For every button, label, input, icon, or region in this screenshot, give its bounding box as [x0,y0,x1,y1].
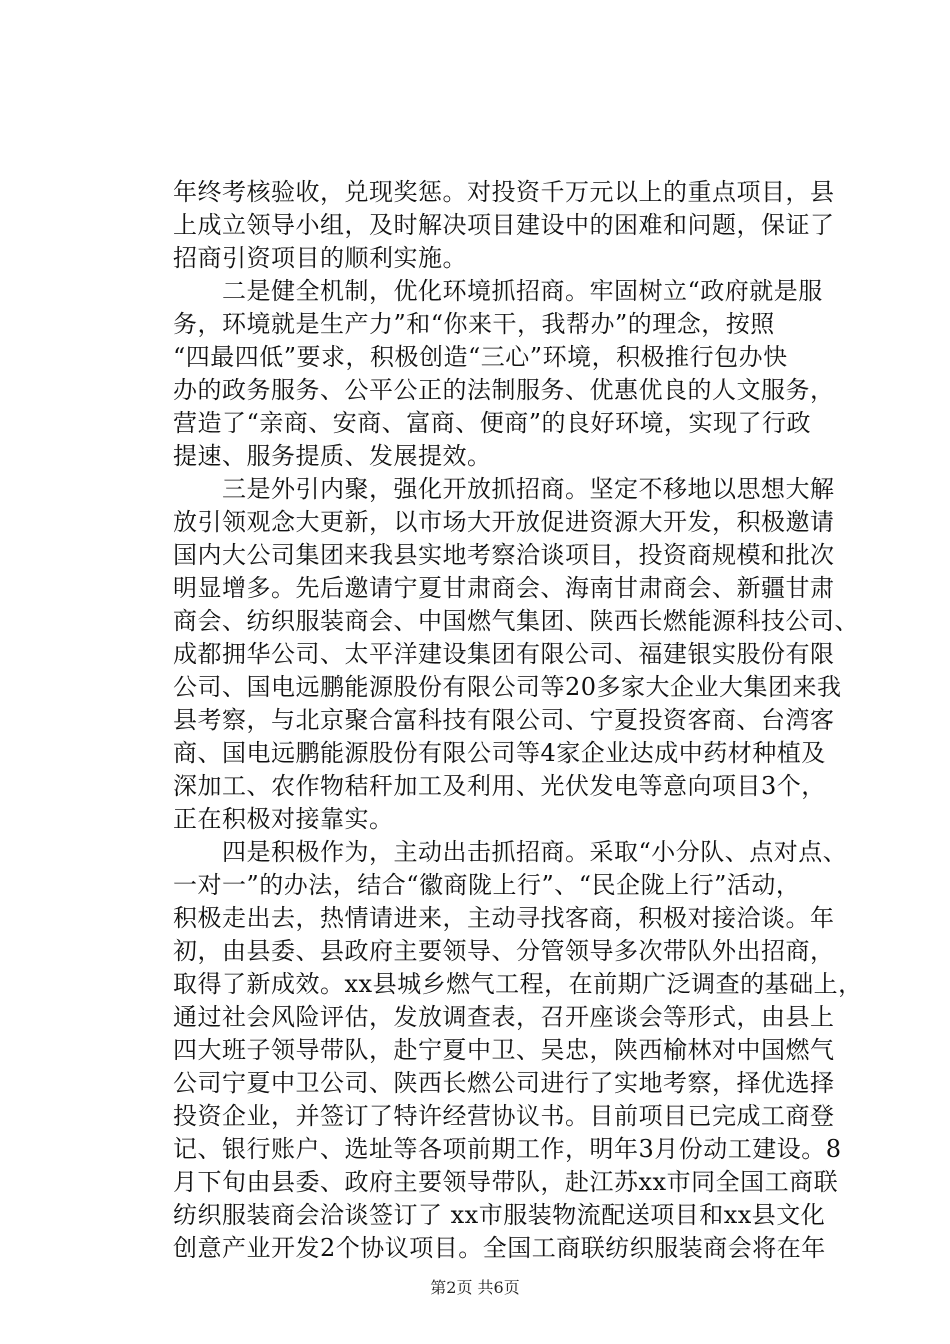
text-line: 四大班子领导带队，赴宁夏中卫、吴忠，陕西榆林对中国燃气 [173,1036,835,1064]
text-line: 通过社会风险评估，发放调查表，召开座谈会等形式，由县上 [173,1003,835,1031]
text-line: 公司宁夏中卫公司、陕西长燃公司进行了实地考察，择优选择 [173,1069,835,1097]
page-footer: 第2页 共6页 [430,1278,520,1297]
text-line: 营造了“亲商、安商、富商、便商”的良好环境，实现了行政 [173,409,812,437]
text-line: 深加工、农作物秸秆加工及利用、光伏发电等意向项目3个， [173,772,826,800]
text-line: 放引领观念大更新，以市场大开放促进资源大开发，积极邀请 [173,508,835,536]
text-line: 记、银行账户、选址等各项前期工作，明年3月份动工建设。8 [173,1135,842,1163]
text-line: 取得了新成效。xx县城乡燃气工程，在前期广泛调查的基础上， [173,970,863,998]
text-line: 正在积极对接靠实。 [173,805,394,833]
text-line: 国内大公司集团来我县实地考察洽谈项目，投资商规模和批次 [173,541,835,569]
body-text [173,176,863,1265]
text-line: 二是健全机制，优化环境抓招商。牢固树立“政府就是服 [173,277,823,305]
text-line: 纺织服装商会洽谈签订了 xx市服装物流配送项目和xx县文化 [173,1201,826,1229]
text-line: 积极走出去，热情请进来，主动寻找客商，积极对接洽谈。年 [173,904,835,932]
text-line: 月下旬由县委、政府主要领导带队，赴江苏xx市同全国工商联 [173,1168,839,1196]
text-line: 招商引资项目的顺利实施。 [173,244,467,272]
text-line: 三是外引内聚，强化开放抓招商。坚定不移地以思想大解 [173,475,835,503]
text-line: 办的政务服务、公平公正的法制服务、优惠优良的人文服务， [173,376,835,404]
text-line: 公司、国电远鹏能源股份有限公司等20多家大企业大集团来我 [173,673,842,701]
text-line: 商会、纺织服装商会、中国燃气集团、陕西长燃能源科技公司、 [173,607,859,635]
text-line: 成都拥华公司、太平洋建设集团有限公司、福建银实股份有限 [173,640,835,668]
text-line: 初，由县委、县政府主要领导、分管领导多次带队外出招商， [173,937,835,965]
text-line: 上成立领导小组，及时解决项目建设中的困难和问题，保证了 [173,211,835,239]
text-line: “四最四低”要求，积极创造“三心”环境，积极推行包办快 [173,343,788,371]
text-line: 四是积极作为，主动出击抓招商。采取“小分队、点对点、 [173,838,848,866]
text-line: 明显增多。先后邀请宁夏甘肃商会、海南甘肃商会、新疆甘肃 [173,574,835,602]
text-line: 创意产业开发2个协议项目。全国工商联纺织服装商会将在年 [173,1234,826,1262]
text-line: 投资企业，并签订了特许经营协议书。目前项目已完成工商登 [173,1102,835,1130]
text-line: 一对一”的办法，结合“徽商陇上行”、“民企陇上行”活动， [173,871,801,899]
text-line: 提速、服务提质、发展提效。 [173,442,492,470]
text-line: 年终考核验收，兑现奖惩。对投资千万元以上的重点项目，县 [173,178,835,206]
text-line: 商、国电远鹏能源股份有限公司等4家企业达成中药材种植及 [173,739,826,767]
text-line: 县考察，与北京聚合富科技有限公司、宁夏投资客商、台湾客 [173,706,835,734]
text-line: 务，环境就是生产力”和“你来干，我帮办”的理念，按照 [173,310,775,338]
